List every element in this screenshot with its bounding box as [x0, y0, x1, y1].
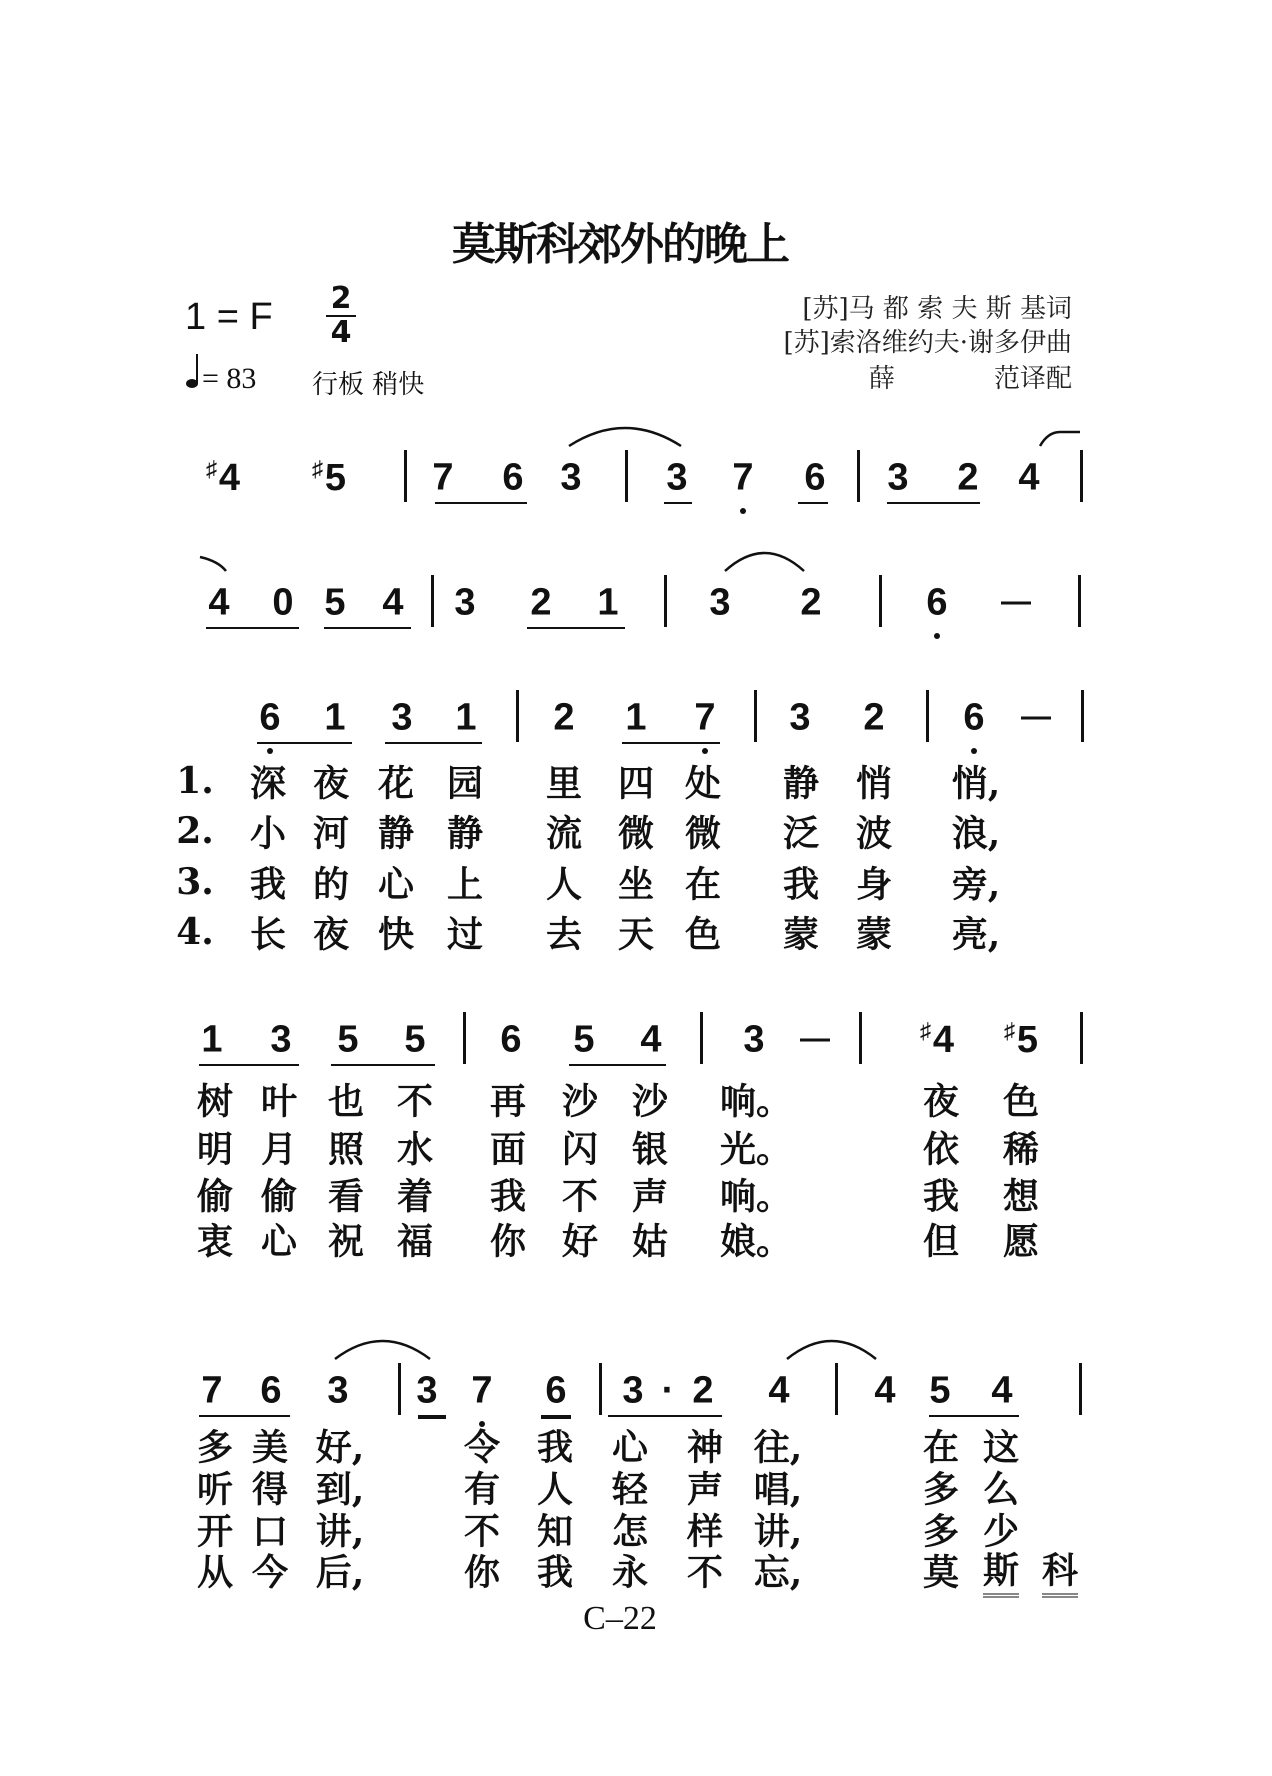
note-digit: 4 [382, 581, 404, 624]
note-digit: 6 [260, 1369, 282, 1412]
lyric-char: 光。 [719, 1128, 793, 1171]
lyric-char: 着 [396, 1175, 434, 1218]
note-digit: 2 [957, 456, 979, 499]
lyric-char: 福 [396, 1220, 434, 1263]
note-digit: 6 [500, 1018, 522, 1061]
lyric-char: 四 [617, 762, 655, 805]
lyric-char: 静 [782, 762, 820, 805]
note-digit: 6 [804, 456, 826, 499]
lyric-char: 么 [982, 1468, 1020, 1511]
lyric-char: 我 [249, 863, 287, 906]
note-digit: 3 [454, 581, 476, 624]
lyric-char: 多 [922, 1510, 960, 1553]
lyric-char: 科 [1042, 1543, 1078, 1598]
lyric-char: 莫 [922, 1551, 960, 1594]
time-signature-top: 2 [330, 281, 352, 316]
note-digit: 1 [201, 1018, 223, 1061]
lyric-char: 小 [249, 812, 287, 855]
lyric-char: 依 [922, 1128, 960, 1171]
lyric-char: 后, [315, 1551, 365, 1594]
translator-credit: 薛 范译配 [868, 364, 1072, 394]
lyric-char: 过 [446, 913, 484, 956]
note-digit: 7 [471, 1369, 493, 1412]
slur [787, 1341, 876, 1359]
lyric-char: 在 [922, 1426, 960, 1469]
lyric-char: 悄 [855, 762, 893, 805]
lyric-char: 夜 [922, 1080, 960, 1123]
note-digit: · [661, 1369, 675, 1412]
lyric-char: 讲, [753, 1510, 803, 1553]
note-digit: 4 [932, 1019, 955, 1061]
page-number: C–22 [583, 1600, 657, 1637]
lyric-char: 我 [536, 1551, 574, 1594]
note-digit: 3 [622, 1369, 644, 1412]
lyric-char: 但 [922, 1220, 960, 1263]
lyric-char: 旁, [951, 863, 1001, 906]
lyric-char: 3. [176, 861, 214, 903]
note-digit: 2 [863, 696, 885, 739]
note-digit: 2 [530, 581, 552, 624]
lyric-char: 快 [377, 913, 415, 956]
lyric-char: 唱, [753, 1468, 803, 1511]
sharp-icon: ♯ [205, 456, 217, 481]
note-digit: 7 [432, 456, 454, 499]
lyric-char: 泛 [782, 812, 820, 855]
lyric-char: 娘。 [719, 1220, 793, 1263]
lyric-char: 明 [196, 1128, 234, 1171]
lyricist-credit: [苏]马 都 索 夫 斯 基词 [802, 294, 1072, 324]
note-digit: 6 [963, 696, 985, 739]
lyric-char: 得 [251, 1468, 289, 1511]
note-digit: 4 [1018, 456, 1040, 499]
lyric-char: 忘, [753, 1551, 803, 1594]
note-digit: 5 [404, 1018, 426, 1061]
lyric-char: 好 [561, 1220, 599, 1263]
lyric-char: 夜 [312, 762, 350, 805]
lyric-char: 多 [922, 1468, 960, 1511]
lyric-char: 闪 [561, 1128, 599, 1171]
lyric-char: 响。 [719, 1175, 793, 1218]
lyric-char: 河 [312, 812, 350, 855]
lyric-char: 色 [684, 913, 722, 956]
lyric-char: 坐 [617, 863, 655, 906]
note-digit: 3 [270, 1018, 292, 1061]
lyric-char: 有 [463, 1468, 501, 1511]
lyric-char: 不 [463, 1510, 501, 1553]
lyric-char: 偷 [260, 1175, 298, 1218]
note-digit: 4 [208, 581, 230, 624]
lyric-char: 里 [545, 762, 583, 805]
note-digit: 4 [874, 1369, 896, 1412]
slur [200, 557, 226, 571]
lyric-char: 偷 [196, 1175, 234, 1218]
note-digit: 7 [732, 456, 754, 499]
note-digit: 5 [324, 457, 347, 499]
note-digit: 7 [694, 696, 716, 739]
lyric-char: 沙 [631, 1080, 669, 1123]
lyric-char: 再 [489, 1080, 527, 1123]
lyric-char: 园 [446, 762, 484, 805]
slur [725, 553, 804, 571]
lyric-char: 亮, [951, 913, 1001, 956]
lyric-char: 衷 [196, 1220, 234, 1263]
lyric-char: 开 [196, 1510, 234, 1553]
song-title: 莫斯科郊外的晚上 [452, 219, 788, 270]
lyric-char: 多 [196, 1426, 234, 1469]
note-digit: 5 [324, 581, 346, 624]
lyric-char: 长 [249, 913, 287, 956]
lyric-char: 叶 [260, 1080, 298, 1123]
lyric-char: 声 [686, 1468, 724, 1511]
lyric-char: 悄, [951, 762, 1001, 805]
note-digit: 0 [272, 581, 294, 624]
note-digit: 4 [640, 1018, 662, 1061]
lyric-char: 在 [684, 863, 722, 906]
lyric-char: 我 [536, 1426, 574, 1469]
note-digit: 4 [218, 457, 241, 499]
lyric-char: 神 [686, 1426, 724, 1469]
lyric-char: 微 [617, 812, 655, 855]
note-digit: 6 [926, 581, 948, 624]
lyric-char: 知 [536, 1510, 574, 1553]
lyric-char: 水 [396, 1128, 434, 1171]
lyric-char: 我 [922, 1175, 960, 1218]
lyric-char: 的 [312, 863, 350, 906]
note-digit: 6 [545, 1369, 567, 1412]
lyric-char: 天 [617, 913, 655, 956]
note-digit: 2 [692, 1369, 714, 1412]
lyric-char: 美 [251, 1426, 289, 1469]
lyric-char: 1. [176, 760, 214, 802]
speed-marking: 行板 稍快 [312, 370, 425, 400]
note-digit: 3 [666, 456, 688, 499]
lyric-char: 2. [176, 810, 214, 852]
note-digit: 6 [502, 456, 524, 499]
sharp-icon: ♯ [1003, 1018, 1015, 1043]
note-digit: 1 [625, 696, 647, 739]
lyric-char: 上 [446, 863, 484, 906]
lyric-char: 面 [489, 1128, 527, 1171]
lyric-char: 人 [536, 1468, 574, 1511]
lyric-char: 月 [260, 1128, 298, 1171]
sharp-icon: ♯ [919, 1018, 931, 1043]
note-digit: 2 [800, 581, 822, 624]
lyric-char: 这 [982, 1426, 1020, 1469]
lyric-char: 听 [196, 1468, 234, 1511]
lyric-char: 浪, [951, 812, 1001, 855]
lyric-char: 姑 [631, 1220, 669, 1263]
lyric-char: 波 [855, 812, 893, 855]
lyric-char: 蒙 [855, 913, 893, 956]
slur [1040, 432, 1080, 446]
tempo-value: = 83 [202, 362, 257, 395]
note-digit: 5 [929, 1369, 951, 1412]
lyric-char: 静 [446, 812, 484, 855]
lyric-char: 不 [561, 1175, 599, 1218]
lyric-char: 口 [251, 1510, 289, 1553]
lyric-char: 好, [315, 1426, 365, 1469]
lyric-char: 心 [260, 1220, 298, 1263]
note-digit: 1 [455, 696, 477, 739]
lyric-char: 静 [377, 812, 415, 855]
note-digit: 4 [991, 1369, 1013, 1412]
lyric-char: 样 [686, 1510, 724, 1553]
lyric-char: 往, [753, 1426, 803, 1469]
lyric-char: 你 [463, 1551, 501, 1594]
lyric-char: 我 [489, 1175, 527, 1218]
note-digit: 2 [553, 696, 575, 739]
lyric-char: 流 [545, 812, 583, 855]
note-digit: 1 [597, 581, 619, 624]
lyric-char: 斯 [983, 1543, 1019, 1598]
lyric-char: 到, [315, 1468, 365, 1511]
composer-credit: [苏]索洛维约夫·谢多伊曲 [783, 328, 1072, 358]
lyric-char: 照 [327, 1128, 365, 1171]
note-digit: 1 [324, 696, 346, 739]
lyric-char: 祝 [327, 1220, 365, 1263]
note-digit: 3 [327, 1369, 349, 1412]
note-digit: 7 [201, 1369, 223, 1412]
lyric-char: 怎 [611, 1510, 649, 1553]
lyric-char: 沙 [561, 1080, 599, 1123]
lyric-char: 少 [982, 1510, 1020, 1553]
key-signature: 1 = F [185, 296, 273, 338]
slur [569, 428, 681, 446]
note-digit: 6 [259, 696, 281, 739]
lyric-char: 永 [611, 1551, 649, 1594]
note-digit: 5 [337, 1018, 359, 1061]
lyric-char: 不 [396, 1080, 434, 1123]
lyric-char: 夜 [312, 913, 350, 956]
lyric-char: 不 [686, 1551, 724, 1594]
sharp-icon: ♯ [311, 456, 323, 481]
lyric-char: 处 [684, 762, 722, 805]
lyric-char: 微 [684, 812, 722, 855]
lyric-char: 4. [176, 911, 214, 953]
slur [335, 1341, 430, 1359]
lyric-char: 看 [327, 1175, 365, 1218]
lyric-char: 讲, [315, 1510, 365, 1553]
lyric-char: 令 [463, 1426, 501, 1469]
note-digit: 4 [768, 1369, 790, 1412]
lyric-char: 声 [631, 1175, 669, 1218]
lyric-char: 愿 [1002, 1220, 1040, 1263]
note-digit: 5 [1016, 1019, 1039, 1061]
lyric-char: 身 [855, 863, 893, 906]
lyric-char: 蒙 [782, 913, 820, 956]
lyric-char: 我 [782, 863, 820, 906]
lyric-char: 心 [611, 1426, 649, 1469]
lyric-char: 轻 [611, 1468, 649, 1511]
lyric-char: 人 [545, 863, 583, 906]
lyric-char: 心 [377, 863, 415, 906]
lyric-char: 深 [249, 762, 287, 805]
note-digit: 3 [560, 456, 582, 499]
lyric-char: 色 [1002, 1080, 1040, 1123]
note-digit: 3 [743, 1018, 765, 1061]
note-digit: 3 [391, 696, 413, 739]
lyric-char: 去 [545, 913, 583, 956]
lyric-char: 银 [631, 1128, 669, 1171]
note-digit: 3 [416, 1369, 438, 1412]
lyric-char: 也 [327, 1080, 365, 1123]
lyric-char: 树 [196, 1080, 234, 1123]
lyric-char: 今 [251, 1551, 289, 1594]
note-digit: 3 [887, 456, 909, 499]
time-signature-bottom: 4 [330, 315, 352, 350]
note-digit: 5 [573, 1018, 595, 1061]
lyric-char: 响。 [719, 1080, 793, 1123]
lyric-char: 稀 [1002, 1128, 1040, 1171]
note-digit: 3 [709, 581, 731, 624]
lyric-char: 花 [377, 762, 415, 805]
lyric-char: 从 [196, 1551, 234, 1594]
lyric-char: 想 [1002, 1175, 1040, 1218]
lyric-char: 你 [489, 1220, 527, 1263]
note-digit: 3 [789, 696, 811, 739]
